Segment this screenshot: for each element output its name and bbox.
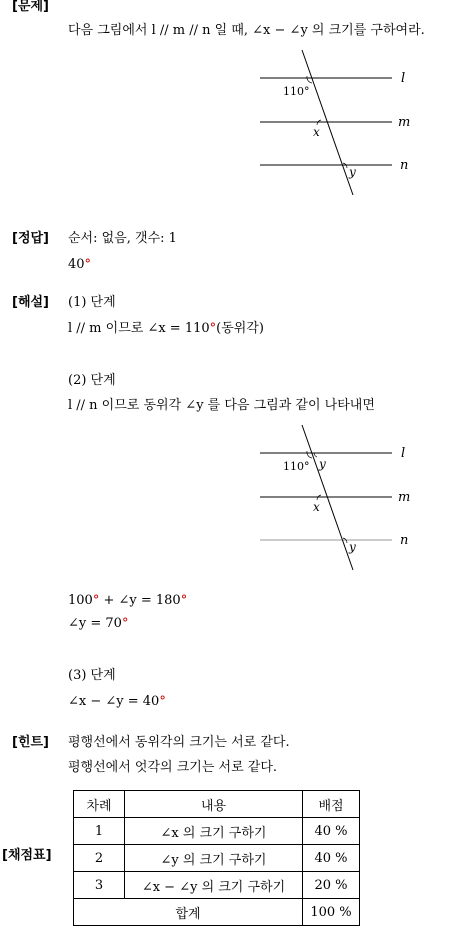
- eq3-a: ∠x − ∠y = 40: [68, 694, 160, 709]
- step2-text: l // n 이므로 동위각 ∠y 를 다음 그림과 같이 나타내면: [68, 398, 375, 413]
- table-header-row: [74, 791, 360, 818]
- eq1-a: 100: [68, 593, 93, 608]
- eq3-deg: °: [159, 694, 166, 709]
- cell-points: 20 %: [303, 872, 360, 899]
- col-order: 차례: [74, 791, 125, 818]
- answer-header: [정답]: [12, 231, 49, 246]
- label-110: 110°: [283, 85, 310, 98]
- label-y-top: y: [319, 457, 326, 471]
- problem-text: 다음 그림에서 l // m // n 일 때, ∠x − ∠y 의 크기를 구하여라.: [68, 23, 425, 38]
- cell-content: ∠y 의 크기 구하기: [125, 845, 303, 872]
- label-l: l: [401, 71, 406, 86]
- label-n: n: [400, 158, 409, 173]
- label-y: y: [349, 165, 356, 179]
- cell-points: 40 %: [303, 818, 360, 845]
- eq2-deg: °: [121, 616, 129, 631]
- label-n: n: [400, 533, 409, 548]
- eq1-deg-a: °: [92, 593, 100, 608]
- table-row: [74, 845, 360, 872]
- col-content: 내용: [125, 791, 303, 818]
- answer-value: [68, 258, 91, 271]
- arc-y-top: [314, 453, 317, 457]
- step2-title: (2) 단계: [68, 373, 116, 388]
- label-m: m: [398, 115, 411, 130]
- table-row: [74, 872, 360, 899]
- answer-degree: °: [84, 257, 92, 272]
- cell-total-label: 합계: [74, 899, 303, 926]
- equation-3: [68, 695, 166, 708]
- label-110: 110°: [283, 460, 310, 473]
- step1-degree: °: [209, 321, 217, 336]
- answer-order: 순서: 없음, 갯수: 1: [68, 231, 177, 246]
- equation-2: [68, 617, 128, 630]
- cell-points: 40 %: [303, 845, 360, 872]
- table-total-row: [74, 899, 360, 926]
- step3-title: (3) 단계: [68, 668, 116, 683]
- eq2-a: ∠y = 70: [68, 616, 122, 631]
- step1-post: (동위각): [216, 321, 264, 336]
- hint-line-1: 평행선에서 동위각의 크기는 서로 같다.: [68, 735, 290, 750]
- hint-header: [힌트]: [12, 735, 49, 750]
- eq1-deg-b: °: [180, 593, 188, 608]
- cell-order: 1: [74, 818, 125, 845]
- table-row: [74, 818, 360, 845]
- eq1-b: + ∠y = 180: [99, 593, 181, 608]
- step1-pre: l // m 이므로 ∠x = 110: [68, 321, 210, 336]
- answer-number: 40: [68, 257, 85, 272]
- explanation-header: [해설]: [12, 295, 49, 310]
- cell-order: 3: [74, 872, 125, 899]
- label-x: x: [313, 500, 320, 514]
- scoring-header: [채점표]: [2, 848, 52, 863]
- step1-title: (1) 단계: [68, 295, 116, 310]
- equation-1: [68, 594, 187, 607]
- problem-header: [문제]: [12, 0, 49, 14]
- figure-parallel-lines-2: [255, 420, 415, 575]
- label-y: y: [349, 540, 356, 554]
- label-l: l: [401, 446, 406, 461]
- col-points: 배점: [303, 791, 360, 818]
- step1-text: [68, 322, 264, 335]
- figure-parallel-lines-1: [255, 45, 415, 200]
- hint-line-2: 평행선에서 엇각의 크기는 서로 같다.: [68, 760, 278, 775]
- cell-content: ∠x − ∠y 의 크기 구하기: [125, 872, 303, 899]
- label-m: m: [398, 490, 411, 505]
- cell-total-value: 100 %: [303, 899, 360, 926]
- scoring-table: [73, 790, 360, 926]
- cell-content: ∠x 의 크기 구하기: [125, 818, 303, 845]
- cell-order: 2: [74, 845, 125, 872]
- label-x: x: [313, 125, 320, 139]
